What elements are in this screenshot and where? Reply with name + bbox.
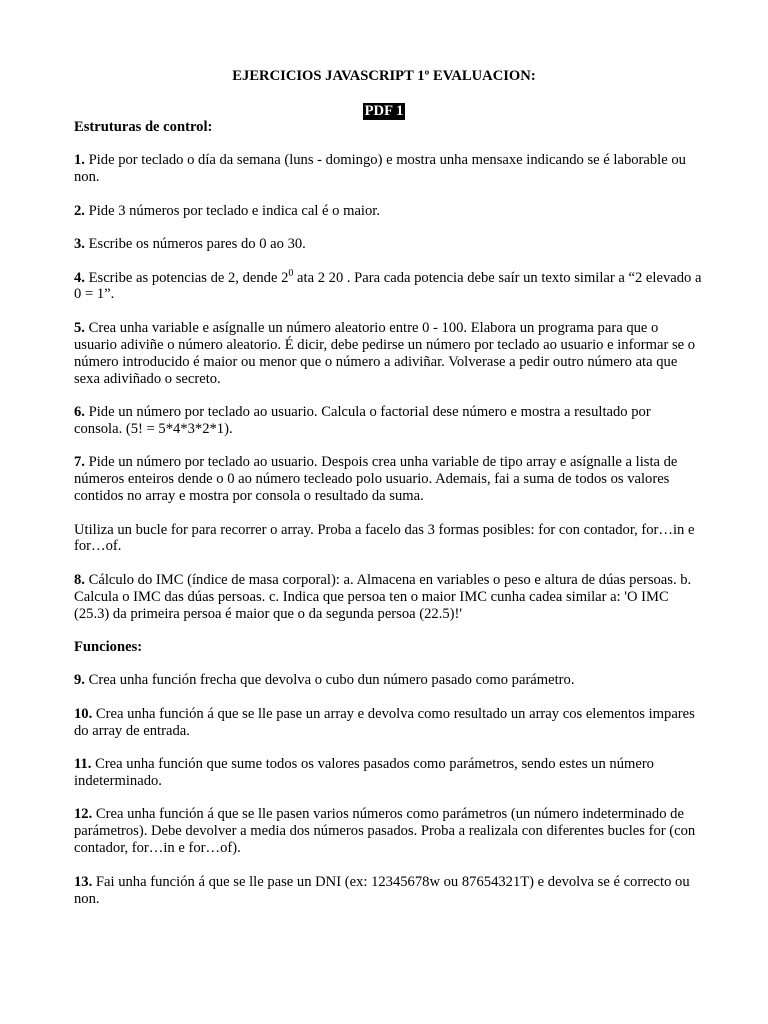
exercise-number: 11. xyxy=(74,756,92,773)
exercise-2 xyxy=(74,203,702,220)
exercise-10 xyxy=(74,706,702,740)
exercise-text-part-b: ata 2 20 . Para cada potencia debe saír un texto similar a “2 elevado a 0 = 1”. xyxy=(74,269,702,303)
exercise-6 xyxy=(74,404,702,438)
exercise-text: Crea unha variable e asígnalle un número aleatorio entre 0 - 100. Elabora un programa para que o usuario adiviñe o número aleatorio. É dicir, debe pedirse un número por teclado ao usuario e informar se o número introducido é maior ou menor que o número a adiviñar. Volverase a pedir outro número ata que sexa adiviñado o secreto. xyxy=(74,319,696,387)
exercise-7-note: Utiliza un bucle for para recorrer o array. Proba a facelo das 3 formas posibles: for con contador, for…in e for…of. xyxy=(74,521,695,555)
exercise-text: Pide un número por teclado ao usuario. Despois crea unha variable de tipo array e asígnalle a lista de números enteiros dende o 0 ao número tecleado polo usuario. Ademais, fai a suma de todos os valores contidos no array e mostra por consola o resultado da suma. xyxy=(74,454,678,505)
exercise-text: Pide 3 números por teclado e indica cal é o maior. xyxy=(84,202,380,219)
exercise-text: Crea unha función frecha que devolva o cubo dun número pasado como parámetro. xyxy=(84,672,575,689)
exercise-number: 6. xyxy=(74,403,85,420)
exercise-12 xyxy=(74,806,702,857)
exercise-text: Pide un número por teclado ao usuario. Calcula o factorial dese número e mostra a resultado por consola. (5! = 5*4*3*2*1). xyxy=(74,403,651,437)
exercise-text: Fai unha función á que se lle pase un DNI (ex: 12345678w ou 87654321T) e devolva se é correcto ou non. xyxy=(74,873,690,907)
exercise-text: Crea unha función á que se lle pase un array e devolva como resultado un array cos elementos impares do array de entrada. xyxy=(74,705,695,739)
exercise-number: 9. xyxy=(74,672,85,689)
exercise-11 xyxy=(74,756,702,790)
exercise-number: 4. xyxy=(74,269,85,286)
exercise-4 xyxy=(74,267,702,304)
pdf-badge: PDF 1 xyxy=(364,103,404,119)
exercise-text: Cálculo do IMC (índice de masa corporal): a. Almacena en variables o peso e altura de dúas persoas. b. Calcula o IMC das dúas persoas. c. Indica que persoa ten o maior IMC cunha cadea similar a: 'O IMC (25.3) da primeira persoa é maior que o da segunda persoa (22.5)!' xyxy=(74,571,692,622)
section-heading-functions: Funciones: xyxy=(74,639,143,656)
document-title: EJERCICIOS JAVASCRIPT 1º EVALUACION: xyxy=(232,68,536,84)
exercise-9 xyxy=(74,672,702,689)
exercise-number: 7. xyxy=(74,454,85,471)
section-heading-control: Estruturas de control: xyxy=(74,119,213,135)
exercise-13 xyxy=(74,874,702,908)
exponent: 0 xyxy=(288,267,294,279)
exercise-1 xyxy=(74,152,702,186)
exercise-number: 1. xyxy=(74,152,85,169)
exercise-number: 2. xyxy=(74,202,85,219)
pdf-badge-row xyxy=(0,102,768,120)
document-body xyxy=(74,119,702,924)
exercise-text-part-a: Escribe as potencias de 2, dende 2 xyxy=(84,269,289,286)
exercise-number: 12. xyxy=(74,806,93,823)
exercise-number: 3. xyxy=(74,236,85,253)
exercise-number: 10. xyxy=(74,705,93,722)
exercise-text: Pide por teclado o día da semana (luns - domingo) e mostra unha mensaxe indicando se é laborable ou non. xyxy=(74,152,686,186)
exercise-number: 5. xyxy=(74,319,85,336)
exercise-number: 13. xyxy=(74,873,93,890)
exercise-text: Crea unha función á que se lle pasen varios números como parámetros (un número indeterminado de parámetros). Debe devolver a media dos números pasados. Proba a realizala con diferentes bucles for (con contador, for…in e for…of). xyxy=(74,806,696,857)
exercise-5 xyxy=(74,320,702,388)
exercise-8 xyxy=(74,572,702,623)
exercise-7 xyxy=(74,454,702,505)
exercise-number: 8. xyxy=(74,571,85,588)
exercise-3 xyxy=(74,236,702,253)
exercise-text: Crea unha función que sume todos os valores pasados como parámetros, sendo estes un número indeterminado. xyxy=(74,756,654,790)
exercise-text: Escribe os números pares do 0 ao 30. xyxy=(84,236,306,253)
